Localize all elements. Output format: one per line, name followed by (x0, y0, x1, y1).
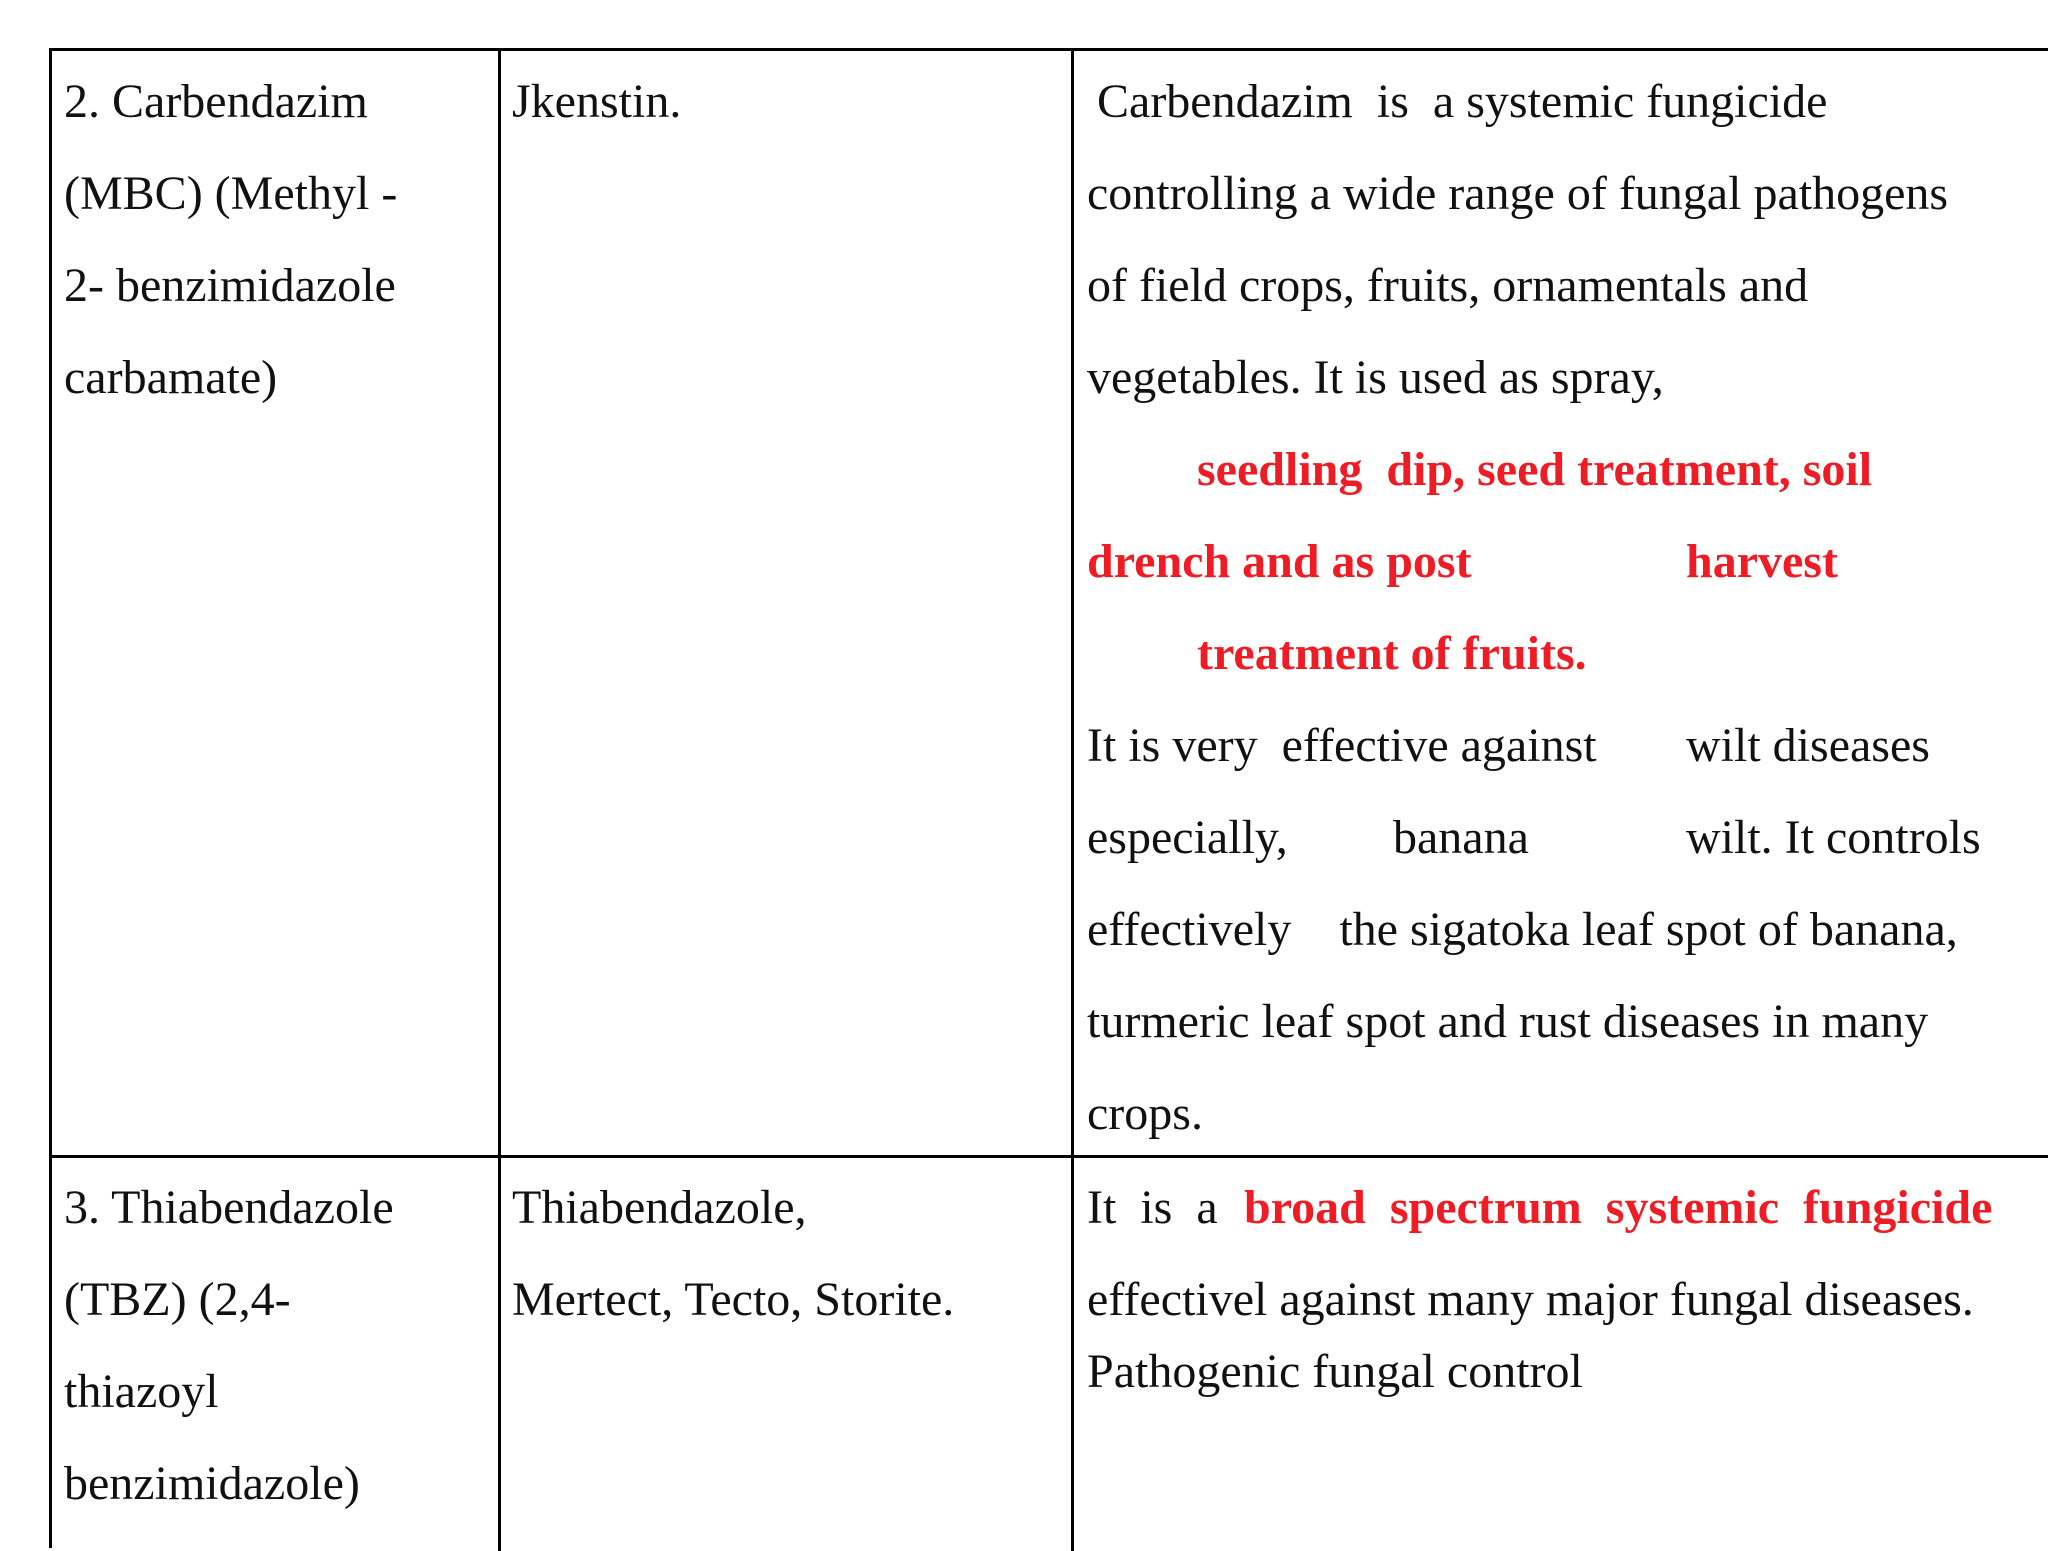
chemical-name-line: benzimidazole) (64, 1457, 360, 1510)
description-line: turmeric leaf spot and rust diseases in many (1087, 995, 1929, 1048)
description-line: banana (1393, 811, 1529, 864)
description-line: It is very effective against (1087, 719, 1597, 772)
highlighted-description-line: treatment of fruits. (1197, 627, 1587, 680)
description-line: controlling a wide range of fungal pathogens (1087, 167, 1949, 220)
chemical-name-line: 2- benzimidazole (64, 259, 396, 312)
description-line: wilt diseases (1686, 719, 1930, 772)
highlighted-description-line: harvest (1686, 535, 1838, 588)
description-line: effectivel against many major fungal diseases. (1087, 1273, 1974, 1326)
row-divider (52, 1155, 2048, 1158)
trade-name-line: Thiabendazole, (512, 1181, 807, 1234)
description-line: It is a (1087, 1181, 1218, 1234)
column-divider (1071, 51, 1074, 1551)
chemical-name-line: 2. Carbendazim (64, 75, 368, 128)
description-line: especially, (1087, 811, 1288, 864)
highlighted-description-line: broad spectrum systemic fungicide (1244, 1181, 1993, 1234)
chemical-name-line: carbamate) (64, 351, 278, 404)
description-line: wilt. It controls (1686, 811, 1981, 864)
description-line: Pathogenic fungal control (1087, 1345, 1583, 1398)
description-line: vegetables. It is used as spray, (1087, 351, 1664, 404)
description-line: of field crops, fruits, ornamentals and (1087, 259, 1809, 312)
chemical-name-line: (TBZ) (2,4- (64, 1273, 291, 1326)
chemical-name-line: 3. Thiabendazole (64, 1181, 394, 1234)
chemical-name-line: (MBC) (Methyl - (64, 167, 398, 220)
trade-name-line: Jkenstin. (512, 75, 682, 128)
description-line: Carbendazim is a systemic fungicide (1085, 75, 1828, 128)
description-line: crops. (1087, 1087, 1203, 1140)
trade-name-line: Mertect, Tecto, Storite. (512, 1273, 955, 1326)
column-divider (498, 51, 501, 1551)
description-line: effectively the sigatoka leaf spot of banana, (1087, 903, 1958, 956)
highlighted-description-line: drench and as post (1087, 535, 1472, 588)
highlighted-description-line: seedling dip, seed treatment, soil (1197, 443, 1873, 496)
chemical-name-line: thiazoyl (64, 1365, 219, 1418)
